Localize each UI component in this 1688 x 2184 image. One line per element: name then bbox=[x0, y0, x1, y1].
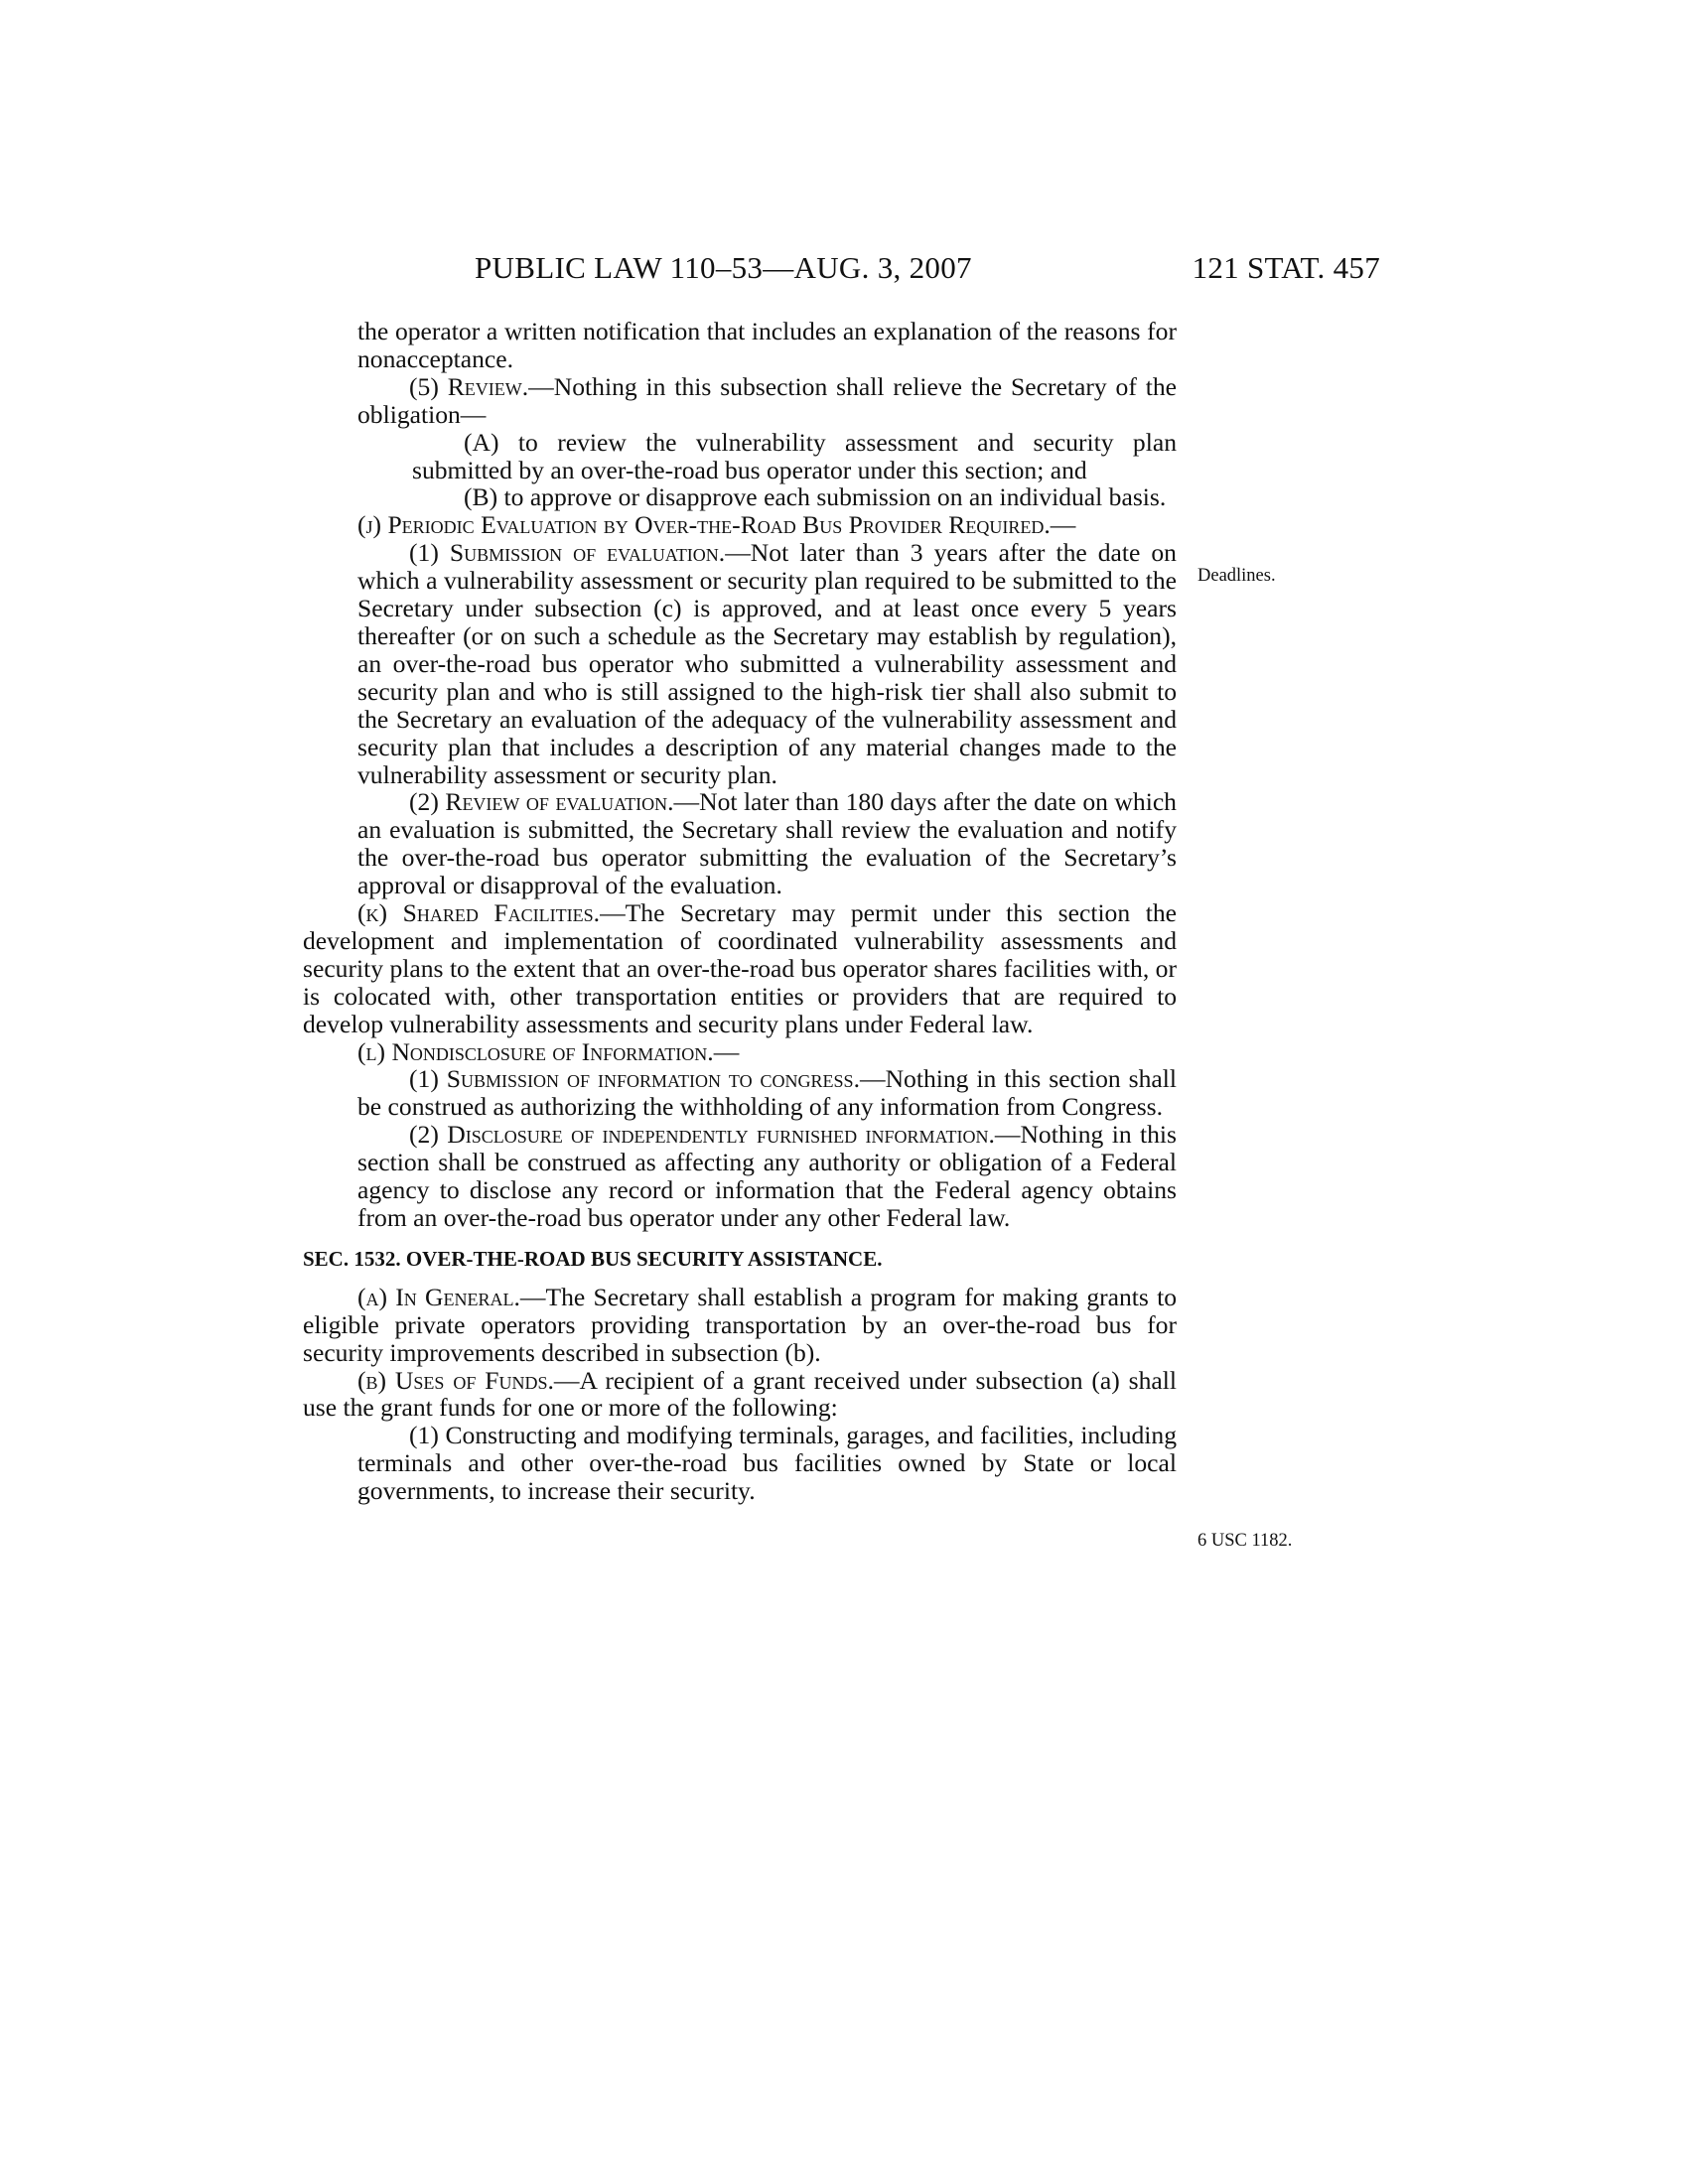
paragraph-heading: (5) Review. bbox=[409, 371, 529, 401]
page-header bbox=[298, 250, 1380, 290]
paragraph-text: —Not later than 180 days after the date on which an evaluation is submitted, the Secretary shall review the evaluation and notify the over-the-road bus operator submitting the evaluation of the Secretary’s approval or disapproval of the evaluation. bbox=[357, 787, 1177, 900]
paragraph-submission-to-congress bbox=[303, 1065, 1177, 1121]
subsection-k bbox=[303, 899, 1177, 1038]
paragraph-constructing: (1) Constructing and modifying terminals, garages, and facilities, including terminals and other over-the-road bus facilities owned by State or local governments, to increase their security. bbox=[357, 1421, 1177, 1506]
paragraph-text: —Nothing in this subsection shall relieve the Secretary of the obligation— bbox=[357, 371, 1177, 429]
paragraph-heading: (1) Submission of evaluation. bbox=[409, 538, 726, 568]
statute-page-number: 121 STAT. 457 bbox=[1192, 250, 1380, 285]
subsection-heading: (k) Shared Facilities. bbox=[357, 898, 601, 928]
document-body bbox=[303, 318, 1177, 1505]
paragraph-text: —Nothing in this section shall be construed as affecting any authority or obligation of a Federal agency to disclose any record or information that the Federal agency obtains from an over-the-road bus operator under any other Federal law. bbox=[357, 1120, 1177, 1232]
subsection-text: — bbox=[1050, 510, 1076, 540]
subsection-heading: (a) In General. bbox=[357, 1282, 520, 1311]
margin-note-deadlines: Deadlines. bbox=[1197, 566, 1276, 586]
subsection-text: —The Secretary may permit under this section the development and implementation of coordinated vulnerability assessments and security plans to the extent that an over-the-road bus operator shares facilities with, or is colocated with, other transportation entities or providers that are required to develop vulnerability assessments and security plans under Federal law. bbox=[303, 898, 1178, 1038]
subparagraph-a: (A) to review the vulnerability assessment and security plan submitted by an over-the-road bus operator under this section; and bbox=[412, 427, 1177, 484]
paragraph-text: —Not later than 3 years after the date on which a vulnerability assessment or security plan required to be submitted to the Secretary under subsection (c) is approved, and at least once every 5 years thereafter (or on such a schedule as the Secretary may establish by regulation), an over-the-road bus operator who submitted a vulnerability assessment and security plan and who is still assigned to the high-risk tier shall also submit to the Secretary an evaluation of the adequacy of the vulnerability assessment and security plan that includes a description of any material changes made to the vulnerability assessment or security plan. bbox=[357, 538, 1177, 789]
subsection-text: —The Secretary shall establish a program for making grants to eligible private operators providing transportation by an over-the-road bus for security improvements described in subsection (b). bbox=[303, 1282, 1178, 1367]
subsection-a bbox=[303, 1284, 1177, 1367]
subsection-text: — bbox=[713, 1036, 740, 1066]
subsection-heading: (j) Periodic Evaluation by Over-the-Road Bus Provider Required. bbox=[357, 510, 1051, 540]
paragraph-submission-of-evaluation bbox=[303, 539, 1177, 788]
subsection-heading: (b) Uses of Funds. bbox=[357, 1365, 554, 1395]
subsection-b bbox=[303, 1367, 1177, 1423]
section-heading: SEC. 1532. OVER-THE-ROAD BUS SECURITY ASSISTANCE. bbox=[303, 1246, 883, 1271]
subsection-l bbox=[303, 1038, 1177, 1066]
subsection-heading: (l) Nondisclosure of Information. bbox=[357, 1036, 714, 1066]
running-title: PUBLIC LAW 110–53—AUG. 3, 2007 bbox=[475, 250, 972, 285]
paragraph-review-of-evaluation bbox=[303, 788, 1177, 899]
subsection-j bbox=[303, 511, 1177, 539]
paragraph-continuation: the operator a written notification that includes an explanation of the reasons for nonacceptance. bbox=[357, 317, 1177, 373]
paragraph-heading: (1) Submission of information to congress. bbox=[409, 1064, 860, 1094]
paragraph-review bbox=[303, 373, 1177, 429]
subparagraph-b: (B) to approve or disapprove each submission on an individual basis. bbox=[464, 482, 1167, 512]
paragraph-text: —Nothing in this section shall be construed as authorizing the withholding of any information from Congress. bbox=[357, 1064, 1177, 1122]
paragraph-heading: (2) Disclosure of independently furnished information. bbox=[409, 1120, 995, 1150]
paragraph-disclosure bbox=[303, 1121, 1177, 1232]
margin-note-usc: 6 USC 1182. bbox=[1197, 1531, 1293, 1551]
subsection-text: —A recipient of a grant received under subsection (a) shall use the grant funds for one or more of the following: bbox=[303, 1365, 1177, 1423]
paragraph-heading: (2) Review of evaluation. bbox=[409, 787, 674, 817]
